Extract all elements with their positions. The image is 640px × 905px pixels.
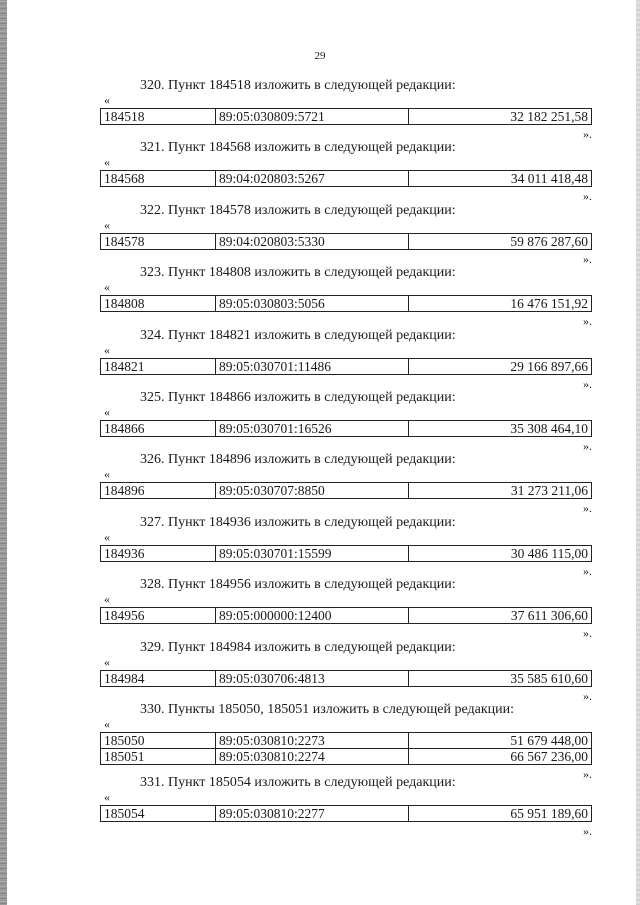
cadastral-number-cell: 89:05:030701:16526 [216, 420, 409, 436]
item-number-cell: 184821 [101, 358, 216, 374]
table-row [101, 420, 592, 436]
item-number-cell: 184808 [101, 296, 216, 312]
amendment-clause [100, 632, 592, 703]
item-number-cell: 184518 [101, 109, 216, 125]
clause-heading: 323. Пункт 184808 изложить в следующей редакции: [140, 265, 456, 281]
amendment-clause [100, 195, 592, 266]
table-row [101, 358, 592, 374]
clause-table [100, 607, 592, 624]
cadastral-value-cell: 31 273 211,06 [409, 483, 592, 499]
opening-quote: « [104, 654, 110, 669]
clause-table [100, 545, 592, 562]
cadastral-number-cell: 89:05:030701:11486 [216, 358, 409, 374]
cadastral-value-cell: 30 486 115,00 [409, 545, 592, 561]
opening-quote: « [104, 404, 110, 419]
table-row [101, 670, 592, 686]
clause-heading: 331. Пункт 185054 изложить в следующей редакции: [140, 774, 456, 790]
cadastral-number-cell: 89:05:030810:2277 [216, 805, 409, 821]
cadastral-value-cell: 65 951 189,60 [409, 805, 592, 821]
closing-quote: ». [583, 823, 592, 838]
amendment-clause [100, 694, 592, 781]
amendment-clause [100, 507, 592, 578]
amendment-clause [100, 444, 592, 516]
amendment-clause [100, 382, 592, 453]
opening-quote: « [104, 467, 110, 482]
closing-quote: ». [583, 766, 592, 781]
item-number-cell: 184896 [101, 483, 216, 499]
cadastral-number-cell: 89:05:030707:8850 [216, 483, 409, 499]
closing-quote: ». [583, 501, 592, 516]
clause-table [100, 482, 592, 499]
closing-quote: ». [583, 314, 592, 329]
clause-heading: 324. Пункт 184821 изложить в следующей редакции: [140, 327, 456, 343]
cadastral-number-cell: 89:05:030706:4813 [216, 670, 409, 686]
cadastral-value-cell: 59 876 287,60 [409, 233, 592, 249]
amendment-clause [100, 257, 592, 329]
table-row [101, 732, 592, 748]
table-row [101, 748, 592, 764]
clause-table [100, 805, 592, 822]
closing-quote: ». [583, 376, 592, 391]
amendment-clause [100, 320, 592, 391]
clause-heading: 321. Пункт 184568 изложить в следующей редакции: [140, 140, 456, 156]
clause-table [100, 420, 592, 437]
item-number-cell: 184936 [101, 545, 216, 561]
closing-quote: ». [583, 563, 592, 578]
scan-left-edge [0, 0, 7, 905]
amendment-clause [100, 767, 592, 838]
table-row [101, 545, 592, 561]
cadastral-number-cell: 89:05:030809:5721 [216, 109, 409, 125]
amendment-clause [100, 132, 592, 204]
clause-table [100, 108, 592, 125]
scan-right-edge [636, 0, 640, 905]
opening-quote: « [104, 155, 110, 170]
item-number-cell: 184956 [101, 608, 216, 624]
clause-heading: 322. Пункт 184578 изложить в следующей редакции: [140, 202, 456, 218]
clause-heading: 326. Пункт 184896 изложить в следующей редакции: [140, 452, 456, 468]
clause-heading: 328. Пункт 184956 изложить в следующей редакции: [140, 577, 456, 593]
opening-quote: « [104, 217, 110, 232]
opening-quote: « [104, 93, 110, 107]
opening-quote: « [104, 789, 110, 804]
table-row [101, 483, 592, 499]
table-row [101, 233, 592, 249]
cadastral-value-cell: 16 476 151,92 [409, 296, 592, 312]
item-number-cell: 185054 [101, 805, 216, 821]
cadastral-value-cell: 32 182 251,58 [409, 109, 592, 125]
page-number: 29 [314, 50, 326, 62]
cadastral-number-cell: 89:04:020803:5330 [216, 233, 409, 249]
item-number-cell: 184578 [101, 233, 216, 249]
cadastral-number-cell: 89:05:030701:15599 [216, 545, 409, 561]
clause-table [100, 170, 592, 187]
item-number-cell: 185051 [101, 748, 216, 764]
closing-quote: ». [583, 127, 592, 141]
opening-quote: « [104, 529, 110, 544]
opening-quote: « [104, 280, 110, 295]
table-row [101, 171, 592, 187]
clause-heading: 329. Пункт 184984 изложить в следующей редакции: [140, 639, 456, 655]
table-row [101, 296, 592, 312]
table-row [101, 805, 592, 821]
cadastral-number-cell: 89:05:000000:12400 [216, 608, 409, 624]
closing-quote: ». [583, 189, 592, 204]
cadastral-value-cell: 29 166 897,66 [409, 358, 592, 374]
cadastral-number-cell: 89:04:020803:5267 [216, 171, 409, 187]
clause-table [100, 732, 592, 765]
cadastral-value-cell: 34 011 418,48 [409, 171, 592, 187]
item-number-cell: 185050 [101, 732, 216, 748]
clause-heading: 320. Пункт 184518 изложить в следующей редакции: [140, 78, 456, 93]
cadastral-value-cell: 35 308 464,10 [409, 420, 592, 436]
cadastral-value-cell: 35 585 610,60 [409, 670, 592, 686]
cadastral-number-cell: 89:05:030803:5056 [216, 296, 409, 312]
closing-quote: ». [583, 626, 592, 641]
amendment-clause [100, 70, 592, 141]
item-number-cell: 184568 [101, 171, 216, 187]
opening-quote: « [104, 342, 110, 357]
cadastral-number-cell: 89:05:030810:2273 [216, 732, 409, 748]
clause-heading: 327. Пункт 184936 изложить в следующей редакции: [140, 514, 456, 530]
cadastral-value-cell: 37 611 306,60 [409, 608, 592, 624]
table-row [101, 109, 592, 125]
clause-heading: 330. Пункты 185050, 185051 изложить в следующей редакции: [140, 701, 515, 717]
document-body [100, 70, 592, 838]
cadastral-value-cell: 66 567 236,00 [409, 748, 592, 764]
closing-quote: ». [583, 688, 592, 703]
item-number-cell: 184866 [101, 420, 216, 436]
closing-quote: ». [583, 438, 592, 453]
clause-table [100, 358, 592, 375]
cadastral-value-cell: 51 679 448,00 [409, 732, 592, 748]
cadastral-number-cell: 89:05:030810:2274 [216, 748, 409, 764]
clause-table [100, 295, 592, 312]
opening-quote: « [104, 716, 110, 731]
closing-quote: ». [583, 251, 592, 266]
clause-heading: 325. Пункт 184866 изложить в следующей редакции: [140, 389, 456, 405]
amendment-clause [100, 569, 592, 641]
opening-quote: « [104, 592, 110, 607]
clause-table [100, 670, 592, 687]
item-number-cell: 184984 [101, 670, 216, 686]
table-row [101, 608, 592, 624]
clause-table [100, 233, 592, 250]
